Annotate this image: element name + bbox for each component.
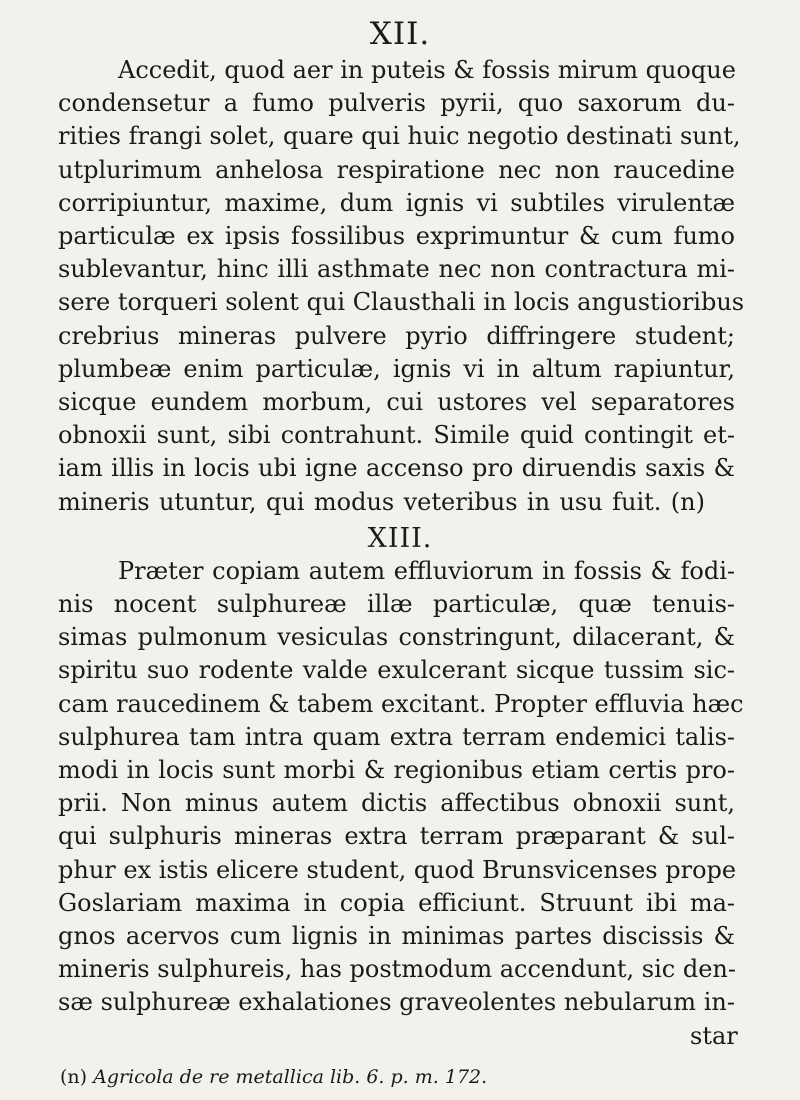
text-line: Præter copiam autem effluviorum in fossis & fodi- bbox=[118, 556, 735, 585]
text-line: crebrius mineras pulvere pyrio diffringere student; bbox=[58, 321, 735, 350]
text-line: phur ex istis elicere student, quod Brunsvicenses prope bbox=[58, 855, 737, 884]
catchword: star bbox=[690, 1021, 738, 1050]
section-heading-xii: XII. bbox=[369, 16, 431, 52]
text-line: corripiuntur, maxime, dum ignis vi subtiles virulentæ bbox=[58, 188, 735, 217]
text-line: utplurimum anhelosa respiratione nec non raucedine bbox=[58, 155, 735, 184]
text-line: cam raucedinem & tabem excitant. Propter effluvia hæc bbox=[58, 689, 744, 718]
text-line: qui sulphuris mineras extra terram præparant & sul- bbox=[58, 822, 735, 851]
section-heading-xiii: XIII. bbox=[367, 522, 433, 554]
text-line: nis nocent sulphureæ illæ particulæ, quæ tenuis- bbox=[58, 590, 735, 618]
text-line: obnoxii sunt, sibi contrahunt. Simile quid contingit et- bbox=[58, 421, 735, 450]
text-line: Goslariam maxima in copia efficiunt. Struunt ibi ma- bbox=[58, 888, 735, 917]
text-line: rities frangi solet, quare qui huic negotio destinati sunt, bbox=[58, 122, 741, 151]
text-line: sæ sulphureæ exhalationes graveolentes nebularum in- bbox=[58, 988, 735, 1017]
text-line: iam illis in locis ubi igne accenso pro diruendis saxis & bbox=[58, 454, 735, 483]
text-line: plumbeæ enim particulæ, ignis vi in altum rapiuntur, bbox=[58, 354, 735, 383]
text-line: mineris sulphureis, has postmodum accendunt, sic den- bbox=[58, 955, 736, 984]
text-line: sere torqueri solent qui Clausthali in locis angustioribus bbox=[58, 288, 745, 317]
text-line: sicque eundem morbum, cui ustores vel separatores bbox=[58, 388, 735, 416]
text-line: sublevantur, hinc illi asthmate nec non contractura mi- bbox=[58, 255, 735, 284]
text-line: prii. Non minus autem dictis affectibus obnoxii sunt, bbox=[58, 789, 735, 818]
text-line: particulæ ex ipsis fossilibus exprimuntur & cum fumo bbox=[58, 222, 735, 250]
text-line: simas pulmonum vesiculas constringunt, dilacerant, & bbox=[58, 623, 735, 652]
text-line: gnos acervos cum lignis in minimas partes discissis & bbox=[58, 922, 735, 950]
text-line: condensetur a fumo pulveris pyrii, quo saxorum du- bbox=[58, 89, 735, 118]
footnote-marker: (n) bbox=[60, 1066, 88, 1088]
text-line: mineris utuntur, qui modus veteribus in usu fuit. (n) bbox=[58, 487, 705, 516]
footnote bbox=[60, 1064, 487, 1090]
text-line: modi in locis sunt morbi & regionibus etiam certis pro- bbox=[58, 756, 735, 784]
text-line: Accedit, quod aer in puteis & fossis mirum quoque bbox=[118, 56, 736, 84]
text-line: spiritu suo rodente valde exulcerant sicque tussim sic- bbox=[58, 656, 735, 685]
text-line: sulphurea tam intra quam extra terram endemici talis- bbox=[58, 722, 735, 751]
footnote-text: Agricola de re metallica lib. 6. p. m. 172. bbox=[93, 1066, 488, 1088]
